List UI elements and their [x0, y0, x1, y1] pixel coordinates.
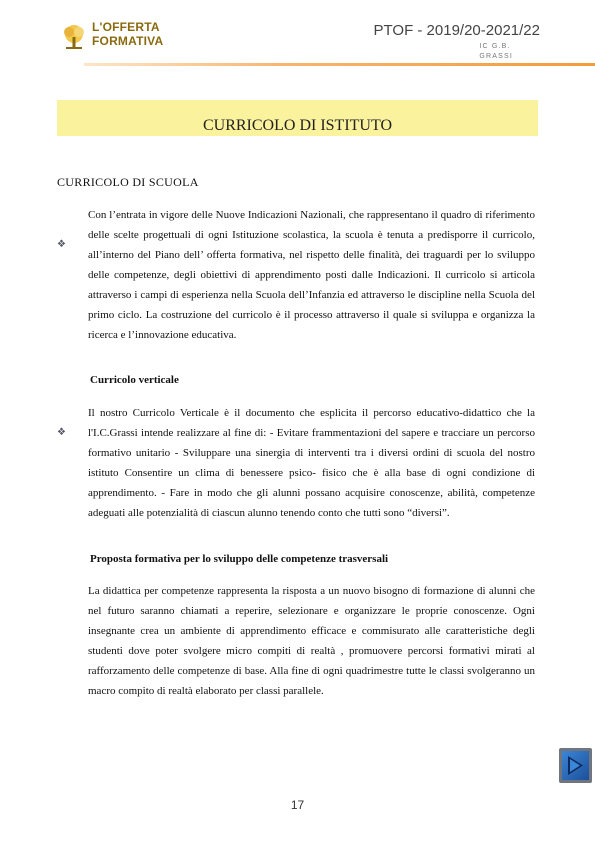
header-rule — [84, 63, 595, 66]
subheading-curricolo-verticale: Curricolo verticale — [90, 374, 179, 386]
next-page-icon — [562, 751, 589, 780]
logo-text — [92, 20, 163, 48]
logo-line-1: L'OFFERTA — [92, 20, 160, 34]
tree-logo-icon — [60, 23, 88, 51]
ptof-title: PTOF - 2019/20-2021/22 — [373, 22, 540, 39]
diamond-bullet-icon: ❖ — [57, 427, 66, 438]
section-title: CURRICOLO DI SCUOLA — [57, 175, 199, 189]
header-logo — [60, 20, 170, 60]
school-name — [479, 42, 513, 62]
next-page-button[interactable] — [559, 748, 592, 783]
school-line-1: IC G.B. — [479, 43, 511, 50]
paragraph-1: Con l’entrata in vigore delle Nuove Indicazioni Nazionali, che rappresentano il quadro di riferimento delle scelte progettuali di ogni Istituzione scolastica, la scuola è tenuta a predisporre il curricolo, all’interno del Piano dell’ offerta formativa, nel rispetto delle finalità, dei traguardi per lo sviluppo delle competenze, degli obiettivi di apprendimento posti dalle Indicazioni. Il curricolo si articola attraverso i campi di esperienza nella Scuola dell’Infanzia ed attraverso le discipline nella Scuola del primo ciclo. La costruzione del curricolo è il processo attraverso il quale si sviluppa e organizza la ricerca e l’innovazione educativa. — [88, 209, 535, 341]
paragraph-3: La didattica per competenze rappresenta la risposta a un nuovo bisogno di formazione di alunni che nel futuro saranno chiamati a reperire, selezionare e organizzare le proprie conoscenze. Ogni insegnante crea un ambiente di apprendimento efficace e commisurato alle caratteristiche degli studenti dove poter svolgere micro compiti di realtà , promuovere percorsi formativi mirati al rafforzamento delle competenze di base. Alla fine di ogni quadrimestre tutte le classi svolgeranno un macro compito di realtà elaborato per classi parallele. — [88, 585, 535, 697]
page-number: 17 — [290, 798, 305, 812]
logo-line-2: FORMATIVA — [92, 34, 164, 48]
title-banner — [57, 100, 538, 136]
diamond-bullet-icon: ❖ — [57, 239, 66, 250]
subheading-proposta-formativa: Proposta formativa per lo sviluppo delle competenze trasversali — [90, 553, 389, 565]
paragraph-2: Il nostro Curricolo Verticale è il documento che esplicita il percorso educativo-didattico che la l'I.C.Grassi intende realizzare al fine di: - Evitare frammentazioni del sapere e tracciare un percorso formativo unitario - Sviluppare una sinergia di interventi tra i diversi ordini di scuola del nostro istituto Consentire un clima di benessere psico- fisico che è alla base di ogni condizione di apprendimento. - Fare in modo che gli alunni possano acquisire conoscenze, abilità, competenze adeguati alle potenzialità di ciascun alunno tenendo conto che tutti sono “diversi”. — [88, 407, 535, 519]
page-title: CURRICOLO DI ISTITUTO — [202, 117, 393, 134]
school-line-2: GRASSI — [479, 53, 513, 60]
